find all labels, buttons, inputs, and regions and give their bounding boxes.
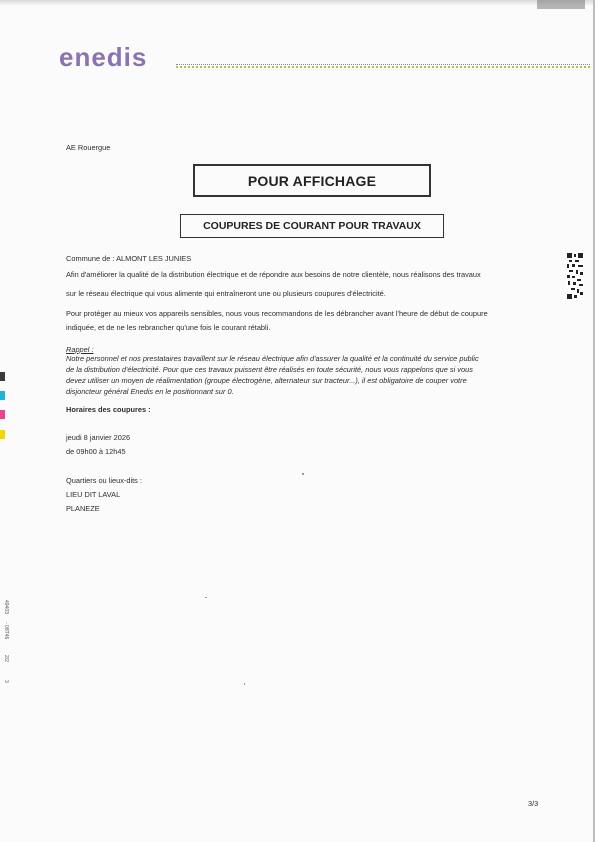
title-box <box>193 164 431 197</box>
place-item: LIEU DIT LAVAL <box>66 490 121 499</box>
reminder-line-1: Notre personnel et nos prestataires travaillent sur le réseau électrique afin d'assurer la qualité et la continuité du service public <box>66 354 479 363</box>
scan-speck <box>205 597 207 598</box>
sender: AE Rouergue <box>66 143 111 152</box>
schedule-heading: Horaires des coupures : <box>66 405 151 414</box>
advice-line-2: indiquée, et de ne les rebrancher qu'une fois le courant rétabli. <box>66 323 271 332</box>
reminder-line-4: disjoncteur général Enedis en le positionnant sur 0. <box>66 387 234 396</box>
advice-line-1: Pour protéger au mieux vos appareils sensibles, nous vous recommandons de les débrancher avant l'heure de début de coupure <box>66 309 488 318</box>
places-heading: Quartiers ou lieux-dits : <box>66 476 142 485</box>
margin-code-part: 3 <box>3 680 9 683</box>
margin-code-part: 2/2 <box>3 655 9 662</box>
print-mark-yellow <box>0 430 5 439</box>
intro-line-2: sur le réseau électrique qui vous alimente qui entraîneront une ou plusieurs coupures d'électricité. <box>66 289 386 298</box>
header-rule <box>176 66 590 68</box>
scan-mark <box>537 0 585 9</box>
page-title: POUR AFFICHAGE <box>247 172 377 189</box>
margin-code <box>2 600 10 690</box>
reminder-line-2: de la distribution d'électricité. Pour que ces travaux puissent être réalisés en toute sécurité, nous vous rappelons que si vous <box>66 365 473 374</box>
scan-top-edge <box>0 0 595 6</box>
margin-code-part: 49403 <box>3 600 9 614</box>
reminder-line-3: devez utiliser un moyen de réalimentation (groupe électrogène, alternateur sur tracteur...), il est obligatoire de couper votre <box>66 376 467 385</box>
scan-speck <box>302 473 304 475</box>
print-mark-magenta <box>0 410 5 419</box>
schedule-date: jeudi 8 janvier 2026 <box>66 433 131 442</box>
reminder-title: Rappel : <box>66 345 94 354</box>
page-subtitle: COUPURES DE COURANT POUR TRAVAUX <box>203 220 421 232</box>
commune-line: Commune de : ALMONT LES JUNIES <box>66 254 192 263</box>
schedule-time: de 09h00 à 12h45 <box>66 447 126 456</box>
qr-code-icon <box>566 252 584 300</box>
print-mark-cyan <box>0 391 5 400</box>
page-number: 3/3 <box>528 799 539 808</box>
subtitle-box <box>180 214 444 238</box>
enedis-logo: enedis <box>59 42 148 72</box>
print-mark-black <box>0 372 5 381</box>
scan-speck <box>244 683 245 685</box>
header-rule-blue <box>176 64 590 65</box>
intro-line-1: Afin d'améliorer la qualité de la distribution électrique et de répondre aux besoins de notre clientèle, nous réalisons des travaux <box>66 270 481 279</box>
place-item: PLANEZE <box>66 504 100 513</box>
margin-code-part: - 08T46 <box>3 622 9 640</box>
